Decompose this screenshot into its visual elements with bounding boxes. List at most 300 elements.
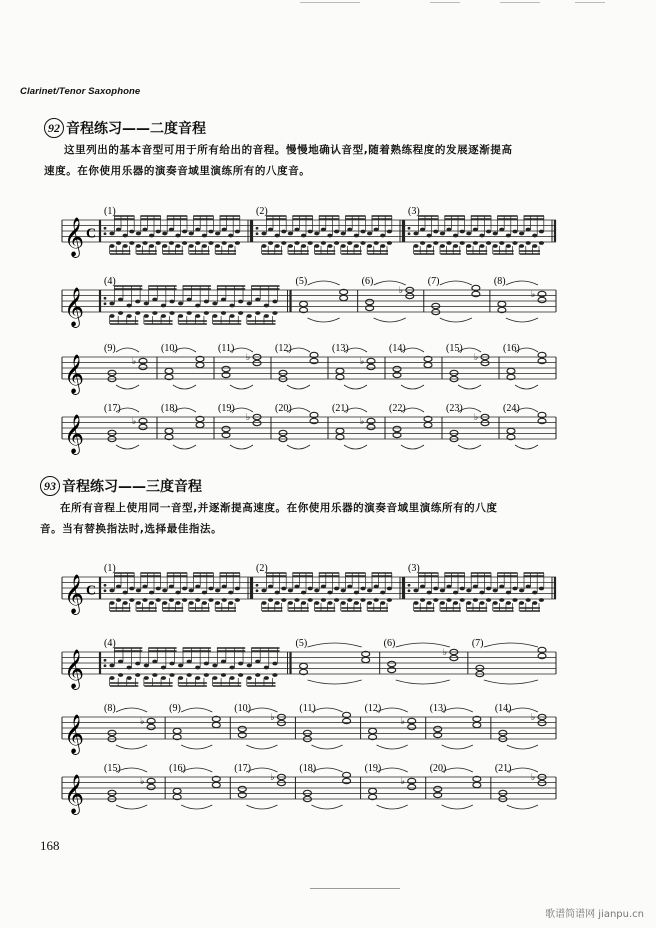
slur [246, 745, 277, 749]
slur [116, 805, 147, 809]
exercise-number: (6) [383, 638, 396, 649]
whole-note [139, 364, 147, 369]
note-head [144, 314, 149, 318]
note-head [354, 234, 359, 238]
repeat-dot [408, 227, 411, 230]
exercise-number: (2) [256, 206, 268, 217]
whole-note [300, 663, 308, 668]
note-head [215, 601, 220, 605]
slur [374, 281, 406, 285]
note-head [187, 311, 192, 315]
note-head [427, 234, 432, 238]
note-head [473, 241, 478, 245]
slur [374, 318, 406, 322]
note-head [360, 230, 365, 234]
note-head [341, 589, 346, 593]
exercise-number: (21) [332, 403, 349, 414]
note-head [479, 234, 484, 238]
repeat-dot [408, 589, 411, 592]
note-head [175, 591, 180, 595]
note-head [178, 302, 183, 306]
note-head [519, 589, 524, 593]
whole-note [476, 665, 484, 670]
note-head [118, 298, 123, 302]
note-head [272, 662, 277, 666]
whole-note [108, 790, 116, 795]
note-head [212, 314, 217, 318]
note-head [264, 304, 269, 308]
note-head [275, 244, 280, 248]
note-head [440, 601, 445, 605]
accidental: ♭ [246, 353, 251, 363]
note-head [314, 601, 319, 605]
note-head [195, 228, 200, 232]
note-head [460, 598, 465, 602]
note-head [341, 601, 346, 605]
note-head [123, 234, 128, 238]
music-staff-row [0, 206, 656, 257]
note-head [189, 589, 194, 593]
slur [507, 805, 538, 809]
treble-clef: 𝄞 [64, 414, 85, 454]
slur [230, 385, 253, 389]
whole-note [253, 360, 261, 365]
note-head [268, 228, 273, 232]
accidental: ♭ [400, 777, 405, 787]
note-head [109, 589, 114, 593]
note-head [479, 244, 484, 248]
whole-note [139, 424, 147, 429]
note-head [506, 234, 511, 238]
whole-note [196, 362, 204, 367]
repeat-dot [104, 227, 107, 230]
repeat-dot [104, 297, 107, 300]
note-head [539, 241, 544, 245]
note-head [129, 241, 134, 245]
section-description [40, 498, 620, 540]
note-head [238, 300, 243, 304]
note-head [238, 662, 243, 666]
exercise-number: (7) [471, 638, 484, 649]
note-head [123, 591, 128, 595]
note-head [427, 244, 432, 248]
note-head [506, 601, 511, 605]
note-head [135, 673, 140, 677]
note-head [506, 591, 511, 595]
note-head [221, 660, 226, 664]
slur [116, 745, 147, 749]
note-head [221, 311, 226, 315]
note-head [354, 244, 359, 248]
note-head [519, 244, 524, 248]
note-head [499, 585, 504, 589]
whole-note [538, 780, 546, 785]
note-head [327, 234, 332, 238]
note-head [204, 300, 209, 304]
whole-note [393, 426, 401, 431]
exercise-number: (16) [503, 343, 520, 354]
note-head [281, 241, 286, 245]
note-head [526, 585, 531, 589]
note-head [413, 589, 418, 593]
note-head [321, 241, 326, 245]
exercise-number: (11) [299, 703, 316, 714]
note-head [499, 228, 504, 232]
exercise-number: (7) [427, 276, 440, 287]
whole-note [222, 426, 230, 431]
note-head [360, 241, 365, 245]
slur [181, 745, 212, 749]
note-head [420, 585, 425, 589]
note-head [187, 673, 192, 677]
note-head [175, 234, 180, 238]
note-head [360, 587, 365, 591]
note-head [261, 232, 266, 236]
note-head [493, 589, 498, 593]
exercise-number: (8) [493, 276, 506, 287]
whole-note [498, 301, 506, 306]
note-head [204, 311, 209, 315]
whole-note [147, 784, 155, 789]
note-head [149, 244, 154, 248]
note-head [347, 598, 352, 602]
note-head [238, 673, 243, 677]
note-head [532, 234, 537, 238]
note-head [512, 230, 517, 234]
exercise-number: (5) [295, 638, 308, 649]
exercise-number: (4) [104, 638, 116, 649]
exercise-number: (9) [169, 703, 181, 714]
note-head [189, 232, 194, 236]
note-head [294, 228, 299, 232]
note-head [539, 230, 544, 234]
exercise-number: (1) [104, 563, 116, 574]
note-head [264, 676, 269, 680]
whole-note [277, 720, 285, 725]
note-head [519, 232, 524, 236]
slur [308, 643, 362, 647]
note-head [506, 244, 511, 248]
note-head [195, 314, 200, 318]
note-head [387, 587, 392, 591]
whole-note [366, 299, 374, 304]
note-head [238, 311, 243, 315]
whole-note [424, 422, 432, 427]
note-head [129, 230, 134, 234]
whole-note [165, 368, 173, 373]
note-head [175, 244, 180, 248]
slur [173, 385, 196, 389]
note-head [446, 585, 451, 589]
whole-note [507, 368, 515, 373]
slur [246, 805, 277, 809]
whole-note [367, 364, 375, 369]
slur [116, 708, 147, 712]
note-head [347, 228, 352, 232]
music-staff-row [0, 703, 656, 754]
note-head [387, 230, 392, 234]
whole-note [277, 780, 285, 785]
note-head [178, 664, 183, 668]
slur [308, 318, 340, 322]
whole-note [450, 655, 458, 660]
slur [396, 680, 450, 684]
note-head [374, 241, 379, 245]
note-head [374, 585, 379, 589]
note-head [314, 589, 319, 593]
note-head [152, 660, 157, 664]
note-head [144, 302, 149, 306]
slur [442, 805, 473, 809]
note-head [264, 666, 269, 670]
note-head [453, 234, 458, 238]
whole-note [165, 428, 173, 433]
note-head [118, 660, 123, 664]
slur [287, 445, 310, 449]
slur [377, 805, 408, 809]
note-head [129, 598, 134, 602]
slur [401, 385, 424, 389]
note-head [182, 241, 187, 245]
note-head [182, 587, 187, 591]
slur [116, 445, 139, 449]
note-head [486, 598, 491, 602]
slur [287, 385, 310, 389]
note-head [204, 662, 209, 666]
whole-note [432, 303, 440, 308]
note-head [354, 591, 359, 595]
note-head [169, 241, 174, 245]
note-head [247, 302, 252, 306]
note-head [235, 598, 240, 602]
whole-note [222, 366, 230, 371]
note-head [118, 673, 123, 677]
whole-note [408, 784, 416, 789]
note-head [215, 232, 220, 236]
note-head [162, 244, 167, 248]
note-head [255, 660, 260, 664]
note-head [427, 591, 432, 595]
note-head [440, 244, 445, 248]
note-head [367, 601, 372, 605]
note-head [387, 598, 392, 602]
note-head [149, 234, 154, 238]
slur [308, 680, 362, 684]
repeat-dot [256, 584, 259, 587]
exercise-number: (20) [275, 403, 292, 414]
note-head [178, 314, 183, 318]
note-head [142, 585, 147, 589]
note-head [380, 234, 385, 238]
accidental: ♭ [246, 413, 251, 423]
note-head [187, 660, 192, 664]
note-head [272, 300, 277, 304]
whole-note [367, 424, 375, 429]
exercise-number: (19) [218, 403, 235, 414]
note-head [152, 298, 157, 302]
note-head [440, 589, 445, 593]
note-head [308, 230, 313, 234]
note-head [512, 241, 517, 245]
slur [507, 745, 538, 749]
note-head [116, 585, 121, 589]
whole-note [303, 730, 311, 735]
note-head [334, 587, 339, 591]
music-staff-row [0, 403, 656, 454]
exercise-number: (23) [446, 403, 463, 414]
note-head [135, 300, 140, 304]
exercise-number: (11) [218, 343, 235, 354]
note-head [532, 601, 537, 605]
note-head [162, 232, 167, 236]
note-head [195, 666, 200, 670]
whole-note [238, 726, 246, 731]
whole-note [538, 720, 546, 725]
note-head [308, 598, 313, 602]
slur [506, 318, 538, 322]
whole-note [473, 782, 481, 787]
note-head [195, 241, 200, 245]
note-head [532, 244, 537, 248]
note-head [360, 598, 365, 602]
note-head [334, 241, 339, 245]
slur [116, 348, 139, 352]
exercise-number: (14) [494, 703, 512, 714]
note-head [136, 232, 141, 236]
exercise-number: (3) [408, 563, 420, 574]
note-head [228, 234, 233, 238]
slur [181, 805, 212, 809]
note-head [215, 244, 220, 248]
note-head [116, 598, 121, 602]
section-heading: 音程练习——三度音程 [62, 479, 202, 495]
note-head [453, 244, 458, 248]
whole-note [279, 370, 287, 375]
whole-note [253, 420, 261, 425]
note-head [367, 589, 372, 593]
note-head [129, 587, 134, 591]
exercise-number: (10) [234, 703, 251, 714]
note-head [288, 232, 293, 236]
whole-note [406, 293, 414, 298]
note-head [261, 589, 266, 593]
note-head [301, 591, 306, 595]
note-head [519, 601, 524, 605]
note-head [142, 241, 147, 245]
description-line: 音。当有替换指法时,选择最佳指法。 [40, 523, 223, 535]
watermark: 歌谱简谱网 jianpu.cn [545, 909, 644, 920]
note-head [261, 244, 266, 248]
note-head [195, 304, 200, 308]
note-head [380, 601, 385, 605]
note-head [413, 601, 418, 605]
note-head [152, 311, 157, 315]
note-head [235, 587, 240, 591]
note-head [413, 244, 418, 248]
note-head [182, 230, 187, 234]
note-head [212, 664, 217, 668]
whole-note [212, 722, 220, 727]
whole-note [173, 728, 181, 733]
note-head [144, 664, 149, 668]
exercise-number: (4) [104, 276, 116, 287]
repeat-dot [256, 589, 259, 592]
whole-note [499, 790, 507, 795]
note-head [182, 598, 187, 602]
slur [515, 385, 538, 389]
note-head [202, 601, 207, 605]
note-head [204, 673, 209, 677]
time-signature: C [86, 583, 97, 599]
note-head [301, 601, 306, 605]
accidental: ♭ [400, 717, 405, 727]
note-head [229, 314, 234, 318]
note-head [334, 598, 339, 602]
note-head [473, 598, 478, 602]
note-head [156, 598, 161, 602]
exercise-number: (13) [332, 343, 349, 354]
note-head [512, 587, 517, 591]
note-head [169, 311, 174, 315]
note-head [446, 598, 451, 602]
whole-note [303, 790, 311, 795]
exercise-number: (16) [169, 763, 186, 774]
exercise-number: (12) [275, 343, 292, 354]
note-head [161, 314, 166, 318]
note-head [493, 244, 498, 248]
note-head [272, 311, 277, 315]
exercise-number: (20) [429, 763, 447, 774]
section-title-93 [40, 476, 202, 496]
music-staff-row [0, 276, 656, 327]
repeat-dot [104, 659, 107, 662]
note-head [367, 232, 372, 236]
note-head [118, 311, 123, 315]
note-head [314, 244, 319, 248]
note-head [294, 241, 299, 245]
treble-clef: 𝄞 [64, 714, 85, 754]
note-head [144, 676, 149, 680]
note-head [341, 232, 346, 236]
note-head [275, 601, 280, 605]
note-head [202, 591, 207, 595]
exercise-number: (22) [389, 403, 406, 414]
whole-note [450, 430, 458, 435]
whole-note [393, 366, 401, 371]
note-head [420, 241, 425, 245]
whole-note [108, 430, 116, 435]
scan-edge-line [500, 2, 540, 3]
whole-note [212, 782, 220, 787]
whole-note [481, 420, 489, 425]
note-head [499, 241, 504, 245]
scan-smudge [310, 888, 400, 889]
note-head [526, 228, 531, 232]
music-staff-row [0, 763, 656, 814]
exercise-number: (15) [104, 763, 121, 774]
note-head [208, 587, 213, 591]
slur [401, 445, 424, 449]
note-head [275, 591, 280, 595]
note-head [272, 673, 277, 677]
accidental: ♭ [270, 773, 275, 783]
slur [458, 385, 481, 389]
exercise-number: (21) [494, 763, 512, 774]
note-head [215, 589, 220, 593]
note-head [446, 241, 451, 245]
note-head [222, 241, 227, 245]
note-head [109, 232, 114, 236]
